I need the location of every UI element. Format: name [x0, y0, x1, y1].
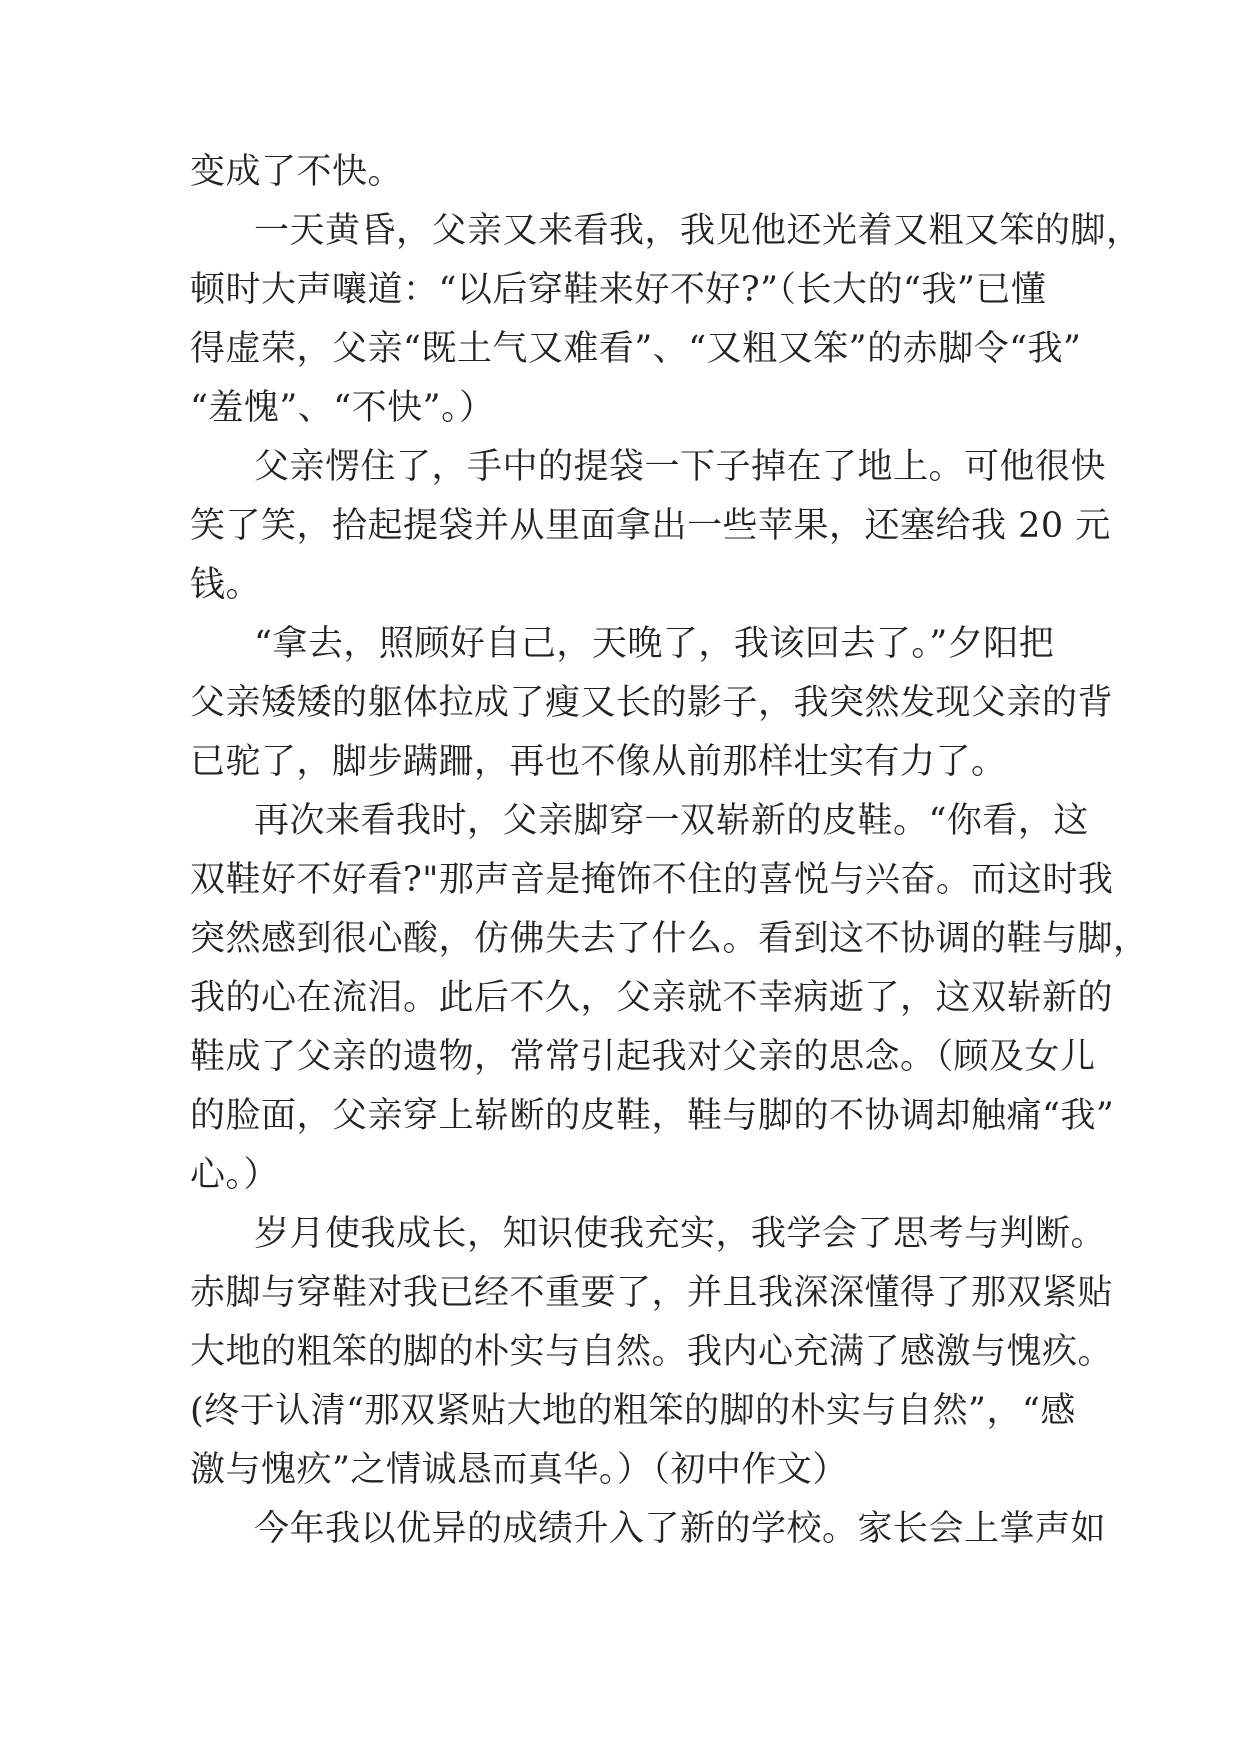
- text-line: 我的心在流泪。此后不久，父亲就不幸病逝了，这双崭新的: [190, 978, 1114, 1018]
- text-line: 父亲愣住了，手中的提袋一下子掉在了地上。可他很快: [254, 447, 1107, 487]
- text-line: 钱。: [190, 565, 262, 605]
- text-line: 再次来看我时，父亲脚穿一双崭新的皮鞋。“你看，这: [254, 801, 1089, 841]
- text-line: 岁月使我成长，知识使我充实，我学会了思考与判断。: [254, 1214, 1107, 1254]
- text-line: 变成了不快。: [190, 152, 404, 192]
- text-line: 心。）: [190, 1155, 280, 1195]
- essay-body: [190, 143, 1149, 1559]
- text-line: 顿时大声嚷道：“以后穿鞋来好不好?”（长大的“我”已懂: [190, 270, 1047, 310]
- paragraph-4: [190, 615, 1114, 792]
- text-line: 得虚荣，父亲“既土气又难看”、“又粗又笨”的赤脚令“我”: [190, 329, 1082, 369]
- text-line: 已驼了，脚步蹒跚，再也不像从前那样壮实有力了。: [190, 742, 1007, 782]
- text-line: “拿去，照顾好自己，天晚了，我该回去了。”夕阳把: [254, 624, 1055, 664]
- paragraph-2: [190, 202, 1142, 438]
- text-line: 大地的粗笨的脚的朴实与自然。我内心充满了感激与愧疚。: [190, 1332, 1114, 1372]
- paragraph-1: [190, 143, 1052, 202]
- text-line: 赤脚与穿鞋对我已经不重要了，并且我深深懂得了那双紧贴: [190, 1273, 1114, 1313]
- text-line: 一天黄昏，父亲又来看我，我见他还光着又粗又笨的脚，: [254, 211, 1142, 251]
- text-line: 今年我以优异的成绩升入了新的学校。家长会上掌声如: [254, 1509, 1107, 1549]
- paragraph-5: [190, 792, 1149, 1205]
- text-line: 笑了笑，拾起提袋并从里面拿出一些苹果，还塞给我 20 元: [190, 506, 1111, 546]
- text-line: 鞋成了父亲的遗物，常常引起我对父亲的思念。（顾及女儿: [190, 1037, 1096, 1077]
- paragraph-7: [190, 1500, 1107, 1559]
- text-line: 的脸面，父亲穿上崭断的皮鞋，鞋与脚的不协调却触痛“我”: [190, 1096, 1115, 1136]
- paragraph-6: [190, 1205, 1114, 1500]
- text-line: 双鞋好不好看?"那声音是掩饰不住的喜悦与兴奋。而这时我: [190, 860, 1114, 900]
- text-line: 激与愧疚”之情诚恳而真华。）（初中作文）: [190, 1450, 848, 1490]
- text-line: 父亲矮矮的躯体拉成了瘦又长的影子，我突然发现父亲的背: [190, 683, 1114, 723]
- paragraph-3: [190, 438, 1111, 615]
- text-line: (终于认清“那双紧贴大地的粗笨的脚的朴实与自然”，“感: [190, 1391, 1076, 1431]
- text-line: “羞愧”、“不快”。）: [190, 388, 495, 428]
- text-line: 突然感到很心酸，仿佛失去了什么。看到这不协调的鞋与脚，: [190, 919, 1149, 959]
